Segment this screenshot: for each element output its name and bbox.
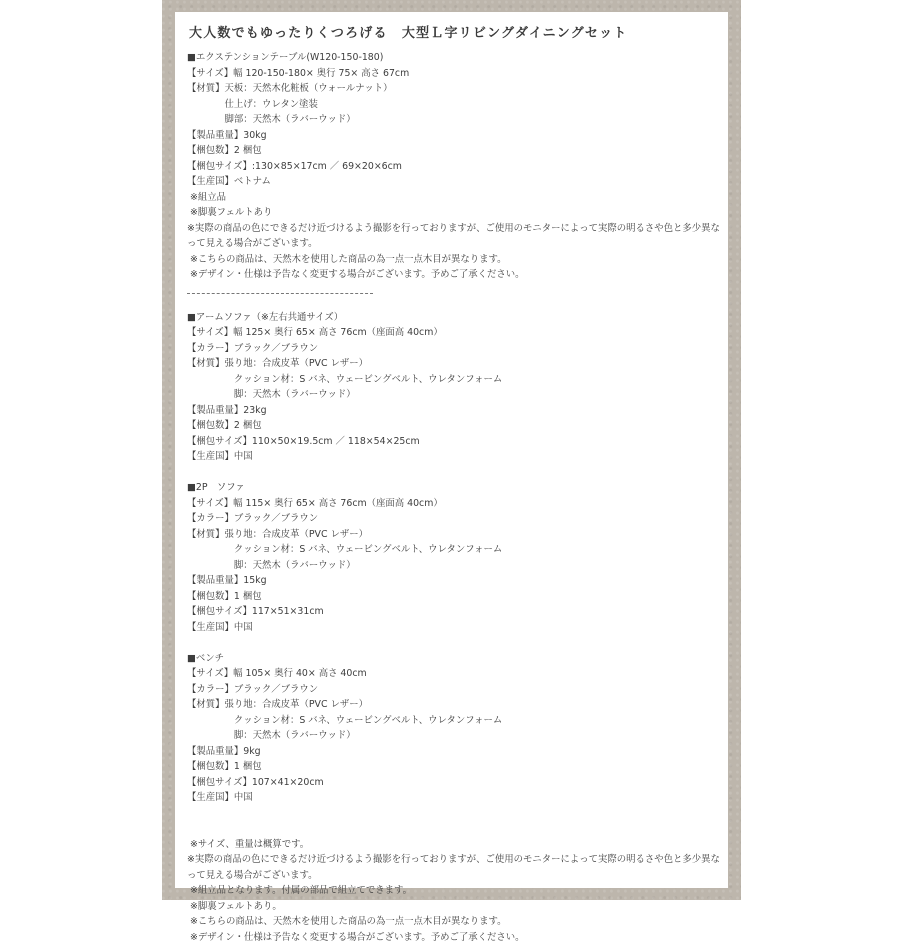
spec-line: ※こちらの商品は、天然木を使用した商品の為一点一点木目が異なります。 <box>187 252 723 268</box>
spec-line: 【サイズ】幅 120-150-180× 奥行 75× 高さ 67cm <box>187 66 723 82</box>
spec-line: 【カラー】ブラック／ブラウン <box>187 341 723 357</box>
spec-line: ※組立品となります。付属の部品で組立てできます。 <box>187 883 723 899</box>
section-table <box>187 50 723 283</box>
section-notes <box>187 837 723 945</box>
spec-line: 【材質】張り地：合成皮革（PVC レザー） <box>187 356 723 372</box>
spec-line: 【梱包数】2 梱包 <box>187 143 723 159</box>
spec-line: 【梱包サイズ】107×41×20cm <box>187 775 723 791</box>
spec-line: ※こちらの商品は、天然木を使用した商品の為一点一点木目が異なります。 <box>187 914 723 930</box>
spec-line: 脚：天然木（ラバーウッド） <box>187 558 723 574</box>
spec-line: 【材質】天板：天然木化粧板（ウォールナット） <box>187 81 723 97</box>
spec-line: ※実際の商品の色にできるだけ近づけるよう撮影を行っておりますが、ご使用のモニターによって実際の明るさや色と多少異なって見える場合がございます。 <box>187 852 723 883</box>
spec-line: クッション材：S バネ、ウェービングベルト、ウレタンフォーム <box>187 542 723 558</box>
section-heading: ■アームソファ（※左右共通サイズ） <box>187 310 723 326</box>
spec-line: 【生産国】ベトナム <box>187 174 723 190</box>
spec-line: クッション材：S バネ、ウェービングベルト、ウレタンフォーム <box>187 713 723 729</box>
spec-line: ※デザイン・仕様は予告なく変更する場合がございます。予めご了承ください。 <box>187 930 723 945</box>
spec-line: 脚：天然木（ラバーウッド） <box>187 387 723 403</box>
section-gap <box>187 806 723 837</box>
spec-line: ※デザイン・仕様は予告なく変更する場合がございます。予めご了承ください。 <box>187 267 723 283</box>
spec-line: 【サイズ】幅 115× 奥行 65× 高さ 76cm（座面高 40cm） <box>187 496 723 512</box>
page-title: 大人数でもゆったりくつろげる 大型Ｌ字リビングダイニングセット <box>189 22 628 41</box>
spec-line: 【生産国】中国 <box>187 620 723 636</box>
spec-line: クッション材：S バネ、ウェービングベルト、ウレタンフォーム <box>187 372 723 388</box>
spec-line: 【梱包サイズ】:130×85×17cm ／ 69×20×6cm <box>187 159 723 175</box>
section-divider <box>187 293 373 294</box>
section-heading: ■2P ソファ <box>187 480 723 496</box>
spec-line: 【製品重量】23kg <box>187 403 723 419</box>
spec-line: 【生産国】中国 <box>187 790 723 806</box>
spec-line: 脚部：天然木（ラバーウッド） <box>187 112 723 128</box>
spec-line: ※脚裏フェルトあり。 <box>187 899 723 915</box>
spec-line: ※サイズ、重量は概算です。 <box>187 837 723 853</box>
spec-line: 【生産国】中国 <box>187 449 723 465</box>
section-heading: ■ベンチ <box>187 651 723 667</box>
spec-line: 【製品重量】15kg <box>187 573 723 589</box>
spec-line: 【梱包数】1 梱包 <box>187 759 723 775</box>
section-gap <box>187 465 723 481</box>
section-gap <box>187 635 723 651</box>
section-arm-sofa <box>187 310 723 465</box>
spec-line: 【梱包数】1 梱包 <box>187 589 723 605</box>
spec-line: 【梱包数】2 梱包 <box>187 418 723 434</box>
spec-sheet <box>175 12 728 888</box>
spec-line: 【梱包サイズ】110×50×19.5cm ／ 118×54×25cm <box>187 434 723 450</box>
spec-line: 【製品重量】30kg <box>187 128 723 144</box>
spec-line: 仕上げ：ウレタン塗装 <box>187 97 723 113</box>
spec-line: 【材質】張り地：合成皮革（PVC レザー） <box>187 697 723 713</box>
spec-line: 【カラー】ブラック／ブラウン <box>187 682 723 698</box>
spec-line: ※脚裏フェルトあり <box>187 205 723 221</box>
spec-line: 【サイズ】幅 105× 奥行 40× 高さ 40cm <box>187 666 723 682</box>
spec-line: 【梱包サイズ】117×51×31cm <box>187 604 723 620</box>
spec-line: 脚：天然木（ラバーウッド） <box>187 728 723 744</box>
spec-line: 【材質】張り地：合成皮革（PVC レザー） <box>187 527 723 543</box>
section-bench <box>187 651 723 806</box>
spec-line: 【製品重量】9kg <box>187 744 723 760</box>
section-2p-sofa <box>187 480 723 635</box>
spec-content <box>187 50 723 945</box>
section-heading: ■エクステンションテーブル(W120-150-180) <box>187 50 723 66</box>
spec-line: 【カラー】ブラック／ブラウン <box>187 511 723 527</box>
spec-line: 【サイズ】幅 125× 奥行 65× 高さ 76cm（座面高 40cm） <box>187 325 723 341</box>
spec-line: ※組立品 <box>187 190 723 206</box>
spec-line: ※実際の商品の色にできるだけ近づけるよう撮影を行っておりますが、ご使用のモニターによって実際の明るさや色と多少異なって見える場合がございます。 <box>187 221 723 252</box>
